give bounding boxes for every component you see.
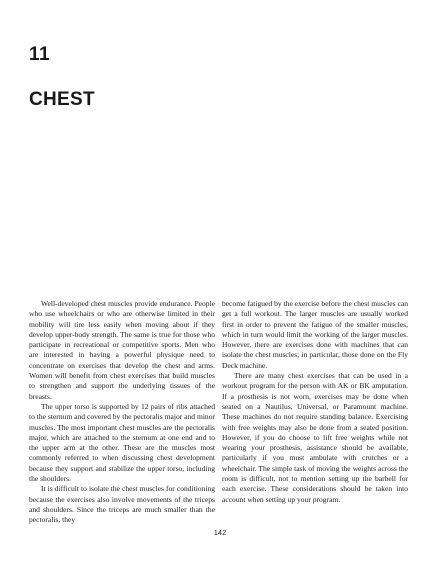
paragraph-amputation: There are many chest exercises that can be used in a workout program for the person with AK or BK amputation. If a prosthesis is not worn, exercises may be done when seated on a Nautilus, Universal, or Paramount machine. These machines do not require standing balance. Exercising with free weights may also be done from a seated position. However, if you do choose to lift free weights while not wearing your prosthesis, assistance should be available, particularly if you must ambulate with crutches or a wheelchair. The simple task of moving the weights across the room is difficult, not to mention setting up the barbell for each exercise. These considerations should be taken into account when setting up your program. (222, 371, 408, 504)
right-column (222, 299, 408, 505)
left-column (29, 299, 215, 526)
chapter-title: CHEST (29, 89, 95, 110)
page-number: 142 (213, 528, 227, 537)
paragraph-continuation: become fatigued by the exercise before the chest muscles can get a full workout. The larger muscles are usually worked first in order to prevent the fatigue of the smaller muscles, which in turn would limit the working of the larger muscles. However, there are exercises done with machines that can isolate the chest muscles; in particular, those done on the Fly Deck machine. (222, 299, 408, 370)
paragraph-anatomy: The upper torso is supported by 12 pairs of ribs attached to the sternum and covered by the pectoralis major and minor muscles. The most important chest muscles are the pectoralis major, which are attached to the sternum at one end and to the upper arm at the other. These are the muscles most commonly referred to when discussing chest development because they support and stabilize the upper torso, including the shoulders. (29, 401, 215, 484)
paragraph-intro: Well-developed chest muscles provide endurance. People who use wheelchairs or who are otherwise limited in their mobility will tire less easily when moving about if they develop upper-body strength. The same is true for those who participate in recreational or competitive sports. Men who are interested in having a powerful physique need to concentrate on exercises that develop the chest and arms. Women will benefit from chest exercises that build muscles to strengthen and support the underlying tissues of the breasts. (29, 299, 215, 401)
paragraph-isolation: It is difficult to isolate the chest muscles for conditioning because the exercises also involve movements of the triceps and shoulders. Since the triceps are much smaller than the pectoralis, they (29, 484, 215, 525)
chapter-number: 11 (29, 44, 51, 65)
